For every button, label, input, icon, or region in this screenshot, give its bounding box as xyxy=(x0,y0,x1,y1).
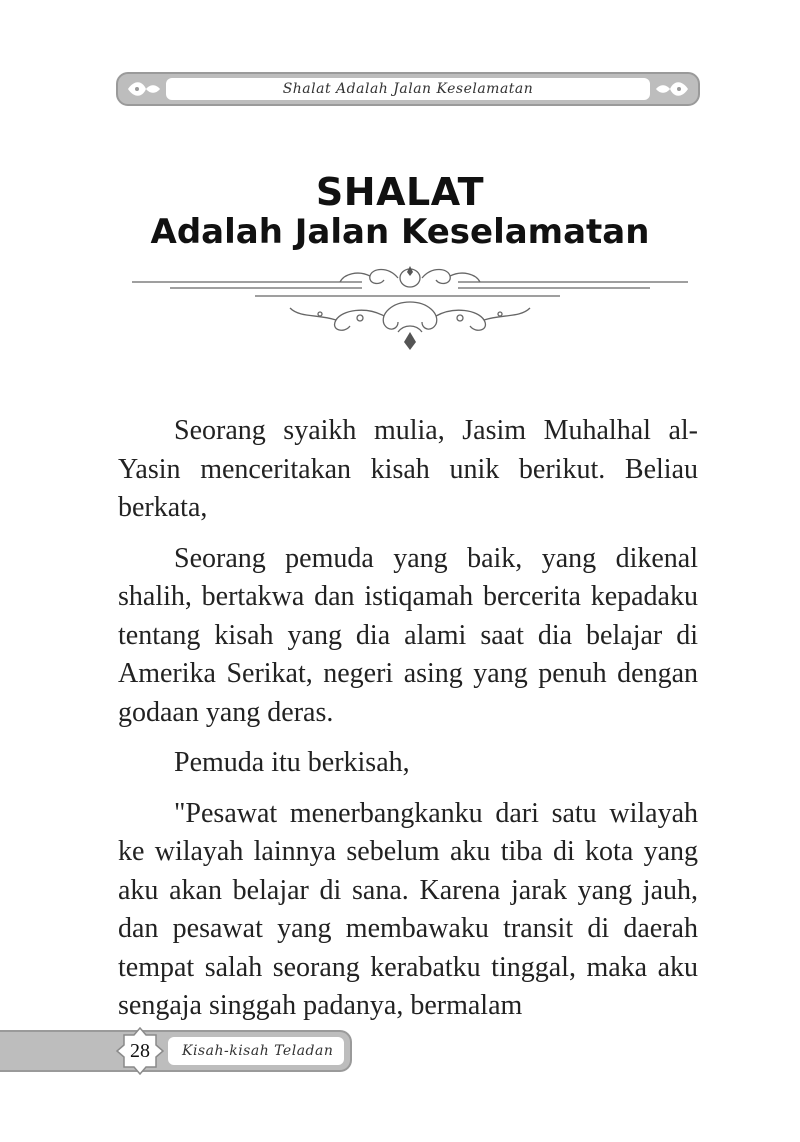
chapter-title-line2: Adalah Jalan Keselamatan xyxy=(150,212,650,252)
book-title: Kisah-kisah Teladan xyxy=(182,1043,334,1059)
title-divider-ornament-icon xyxy=(130,262,690,354)
page-number: 28 xyxy=(130,1039,150,1062)
floral-ornament-icon xyxy=(652,78,692,100)
body-text xyxy=(118,412,698,1038)
running-header xyxy=(116,72,700,106)
paragraph: Seorang pemuda yang baik, yang dikenal shalih, bertakwa dan istiqamah bercerita kepadaku tentang kisah yang dia alami saat dia belajar di Amerika Serikat, negeri asing yang penuh dengan godaan yang deras. xyxy=(118,542,698,728)
paragraph: Seorang syaikh mulia, Jasim Muhalhal al-Yasin menceritakan kisah unik berikut. Beliau berkata, xyxy=(118,415,698,523)
running-footer xyxy=(0,1030,352,1072)
footer-panel xyxy=(168,1037,344,1065)
header-panel xyxy=(166,78,650,100)
paragraph: Pemuda itu berkisah, xyxy=(174,747,410,778)
chapter-title-line1: SHALAT xyxy=(315,170,485,214)
floral-ornament-icon xyxy=(124,78,164,100)
paragraph: "Pesawat menerbangkanku dari satu wilayah ke wilayah lainnya sebelum aku tiba di kota yang aku akan belajar di sana. Karena jarak yang jauh, dan pesawat yang membawaku transit di daerah tempat salah seorang kerabatku tinggal, maka aku sengaja singgah padanya, bermalam xyxy=(118,797,698,1021)
running-title: Shalat Adalah Jalan Keselamatan xyxy=(282,81,534,97)
